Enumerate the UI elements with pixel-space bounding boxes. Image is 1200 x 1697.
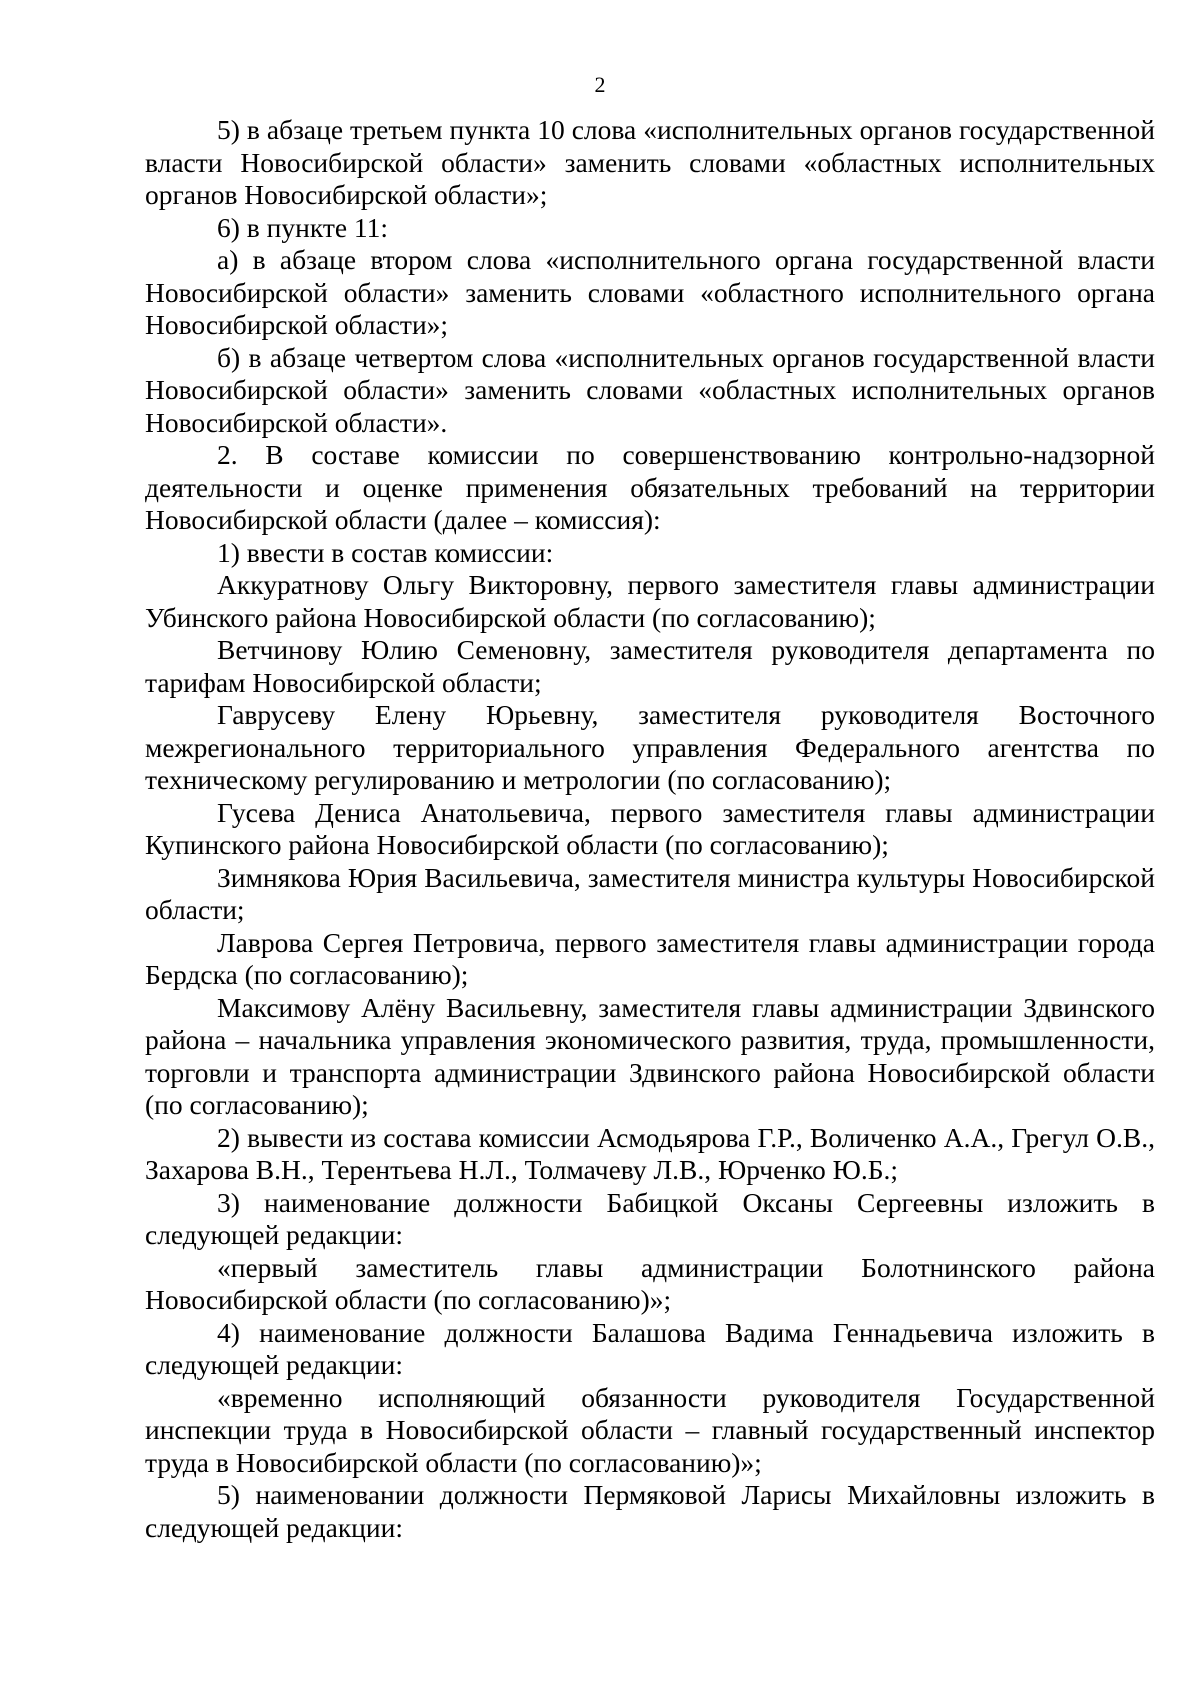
paragraph: Гусева Дениса Анатольевича, первого заместителя главы администрации Купинского района Новосибирской области (по согласованию);	[145, 796, 1155, 860]
paragraph: Аккуратнову Ольгу Викторовну, первого заместителя главы администрации Убинского района Новосибирской области (по согласованию);	[145, 569, 1155, 633]
paragraph: 6) в пункте 11:	[217, 211, 389, 243]
paragraph: б) в абзаце четвертом слова «исполнительных органов государственной власти Новосибирской области» заменить словами «областных исполнительных органов Новосибирской области».	[145, 341, 1155, 438]
paragraph: Гаврусеву Елену Юрьевну, заместителя руководителя Восточного межрегионального территориального управления Федерального агентства по техническому регулированию и метрологии (по согласованию);	[145, 699, 1155, 795]
document-body	[145, 114, 1155, 1544]
paragraph: Лаврова Сергея Петровича, первого заместителя главы администрации города Бердска (по согласованию);	[145, 926, 1155, 990]
paragraph: «временно исполняющий обязанности руководителя Государственной инспекции труда в Новосибирской области – главный государственный инспектор труда в Новосибирской области (по согласованию)»;	[145, 1381, 1155, 1478]
paragraph: 4) наименование должности Балашова Вадима Геннадьевича изложить в следующей редакции:	[145, 1316, 1155, 1380]
paragraph: 2. В составе комиссии по совершенствованию контрольно-надзорной деятельности и оценке применения обязательных требований на территории Новосибирской области (далее – комиссия):	[145, 439, 1155, 535]
paragraph: Зимнякова Юрия Васильевича, заместителя министра культуры Новосибирской области;	[145, 861, 1155, 925]
paragraph: Ветчинову Юлию Семеновну, заместителя руководителя департамента по тарифам Новосибирской области;	[145, 634, 1155, 698]
paragraph: 3) наименование должности Бабицкой Оксаны Сергеевны изложить в следующей редакции:	[145, 1186, 1155, 1250]
page-number: 2	[594, 72, 606, 97]
paragraph: а) в абзаце втором слова «исполнительного органа государственной власти Новосибирской области» заменить словами «областного исполнительного органа Новосибирской области»;	[145, 244, 1155, 340]
paragraph: Максимову Алёну Васильевну, заместителя главы администрации Здвинского района – начальника управления экономического развития, труда, промышленности, торговли и транспорта администрации Здвинского района Новосибирской области (по согласованию);	[145, 991, 1155, 1120]
paragraph: «первый заместитель главы администрации Болотнинского района Новосибирской области (по согласованию)»;	[145, 1251, 1155, 1315]
paragraph: 2) вывести из состава комиссии Асмодьярова Г.Р., Воличенко А.А., Грегул О.В., Захарова В.Н., Терентьева Н.Л., Толмачеву Л.В., Юрченко Ю.Б.;	[145, 1121, 1155, 1185]
paragraph: 5) наименовании должности Пермяковой Ларисы Михайловны изложить в следующей редакции:	[145, 1479, 1155, 1543]
paragraph: 5) в абзаце третьем пункта 10 слова «исполнительных органов государственной власти Новосибирской области» заменить словами «областных исполнительных органов Новосибирской области»;	[145, 114, 1155, 210]
paragraph: 1) ввести в состав комиссии:	[217, 536, 554, 568]
